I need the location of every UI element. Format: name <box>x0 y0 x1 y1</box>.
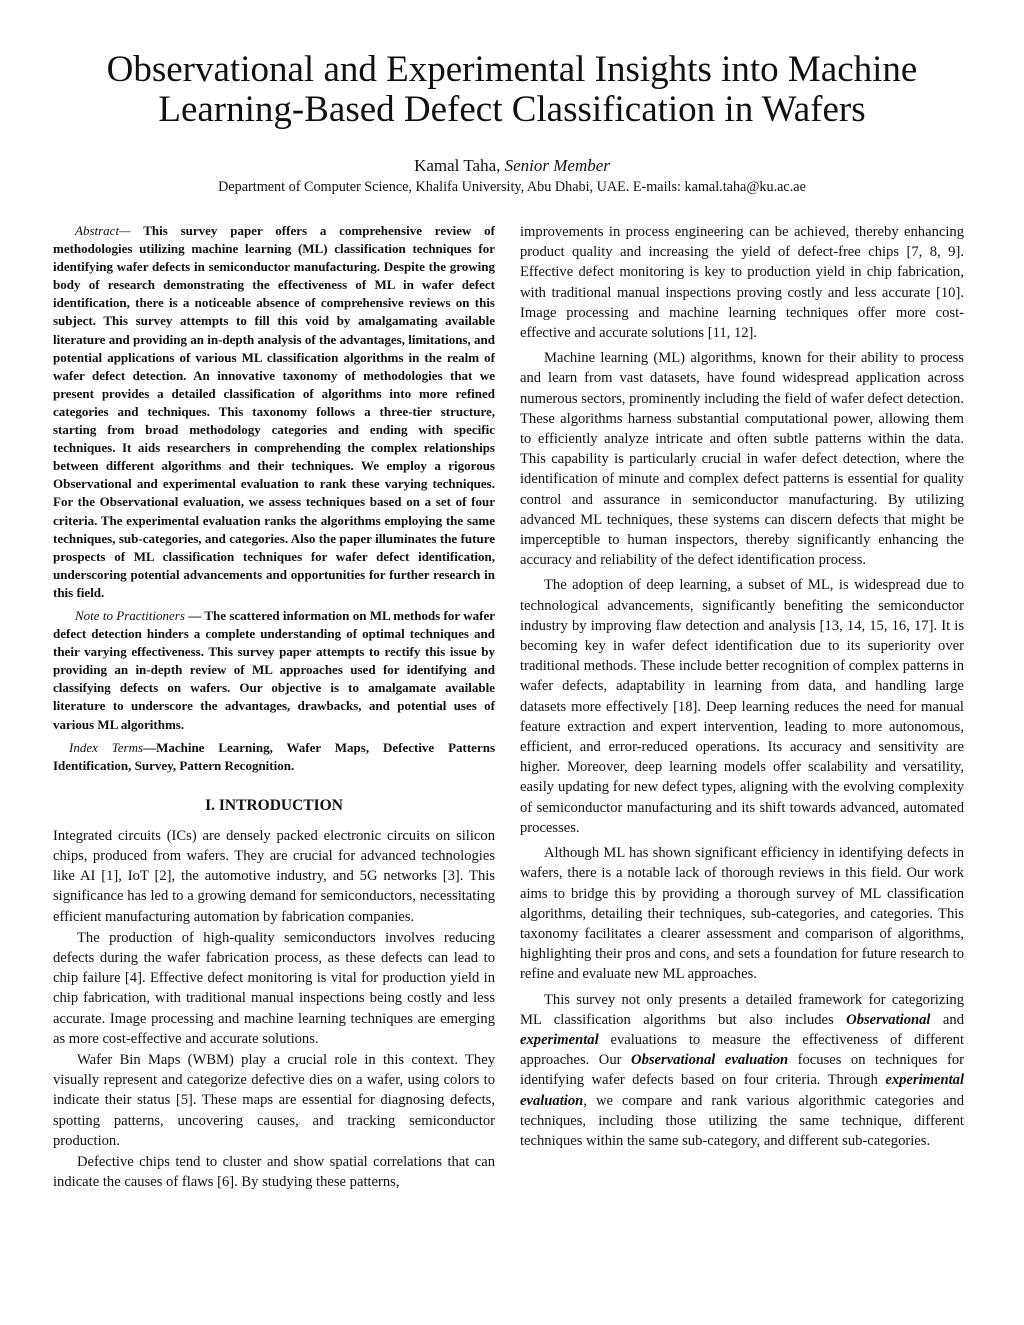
note-lead: Note to Practitioners <box>75 607 185 623</box>
author-line <box>0 156 1024 176</box>
author-affiliation: Department of Computer Science, Khalifa University, Abu Dhabi, UAE. E-mails: kamal.taha@ku.ac.ae <box>218 179 806 195</box>
intro-paragraph-4: Defective chips tend to cluster and show spatial correlations that can indicate the causes of flaws [6]. By studying these patterns, <box>53 1154 495 1191</box>
abstract-text: This survey paper offers a comprehensive review of methodologies utilizing machine learning (ML) classification techniques for identifying wafer defects in semiconductor manufacturing. Despite the growing body of research demonstrating the effectiveness of ML in wafer defect identification, there is a noticeable absence of comprehensive reviews on this subject. This survey attempts to fill this void by amalgamating available literature and providing an in-depth analysis of the advantages, limitations, and potential applications of various ML classification algorithms in the realm of wafer defect detection. An innovative taxonomy of methodologies that we present provides a detailed classification of algorithms into more refined categories and techniques. This taxonomy follows a three-tier structure, starting from broad methodology categories and ending with specific techniques. It aids researchers in comprehending the complex relationships between different algorithms and their techniques. We employ a rigorous Observational and experimental evaluation to rank these varying techniques. For the Observational evaluation, we assess techniques based on a set of four criteria. The experimental evaluation ranks the algorithms employing the same techniques, sub-categories, and categories. Also the paper illuminates the future prospects of ML classification techniques for wafer defect identification, underscoring potential advancements and opportunities for further research in this field. <box>53 223 495 600</box>
contribution-text-a: This survey not only presents a detailed framework for categorizing ML classification algorithms but also includes <box>520 991 964 1028</box>
contribution-term-observational-evaluation: Observational evaluation <box>631 1052 789 1069</box>
index-terms-text: —Machine Learning, Wafer Maps, Defective Patterns Identification, Survey, Pattern Recognition. <box>53 739 495 773</box>
contribution-text-e: evaluations to measure the effectiveness of different approaches. Our <box>520 1031 964 1069</box>
intro-paragraph-contribution <box>520 990 964 1152</box>
contribution-text-i: , we compare and rank various algorithmic categories and techniques, including those utilizing the same technique, different techniques within the same sub-category, and different sub-categories. <box>520 1092 964 1149</box>
intro-paragraph-ml: Machine learning (ML) algorithms, known for their ability to process and learn from vast datasets, have found widespread application across numerous sectors, prominently including the field of wafer defect detection. These algorithms harness substantial computational power, allowing them to efficiently analyze intricate and often subtle patterns within the data. This capability is particularly crucial in wafer defect detection, where the identification of minute and complex defect patterns is essential for quality control and assurance in semiconductor manufacturing. By utilizing advanced ML techniques, these systems can discern defects that might be imperceptible to human inspectors, thereby significantly enhancing the accuracy and reliability of the defect identification process. <box>520 350 964 569</box>
index-terms <box>53 739 495 775</box>
intro-paragraph-3: Wafer Bin Maps (WBM) play a crucial role in this context. They visually represent and categorize defective dies on a wafer, using colors to indicate their status [5]. These maps are essential for diagnosing defects, spotting patterns, uncovering causes, and tracking semiconductor production. <box>53 1052 495 1149</box>
abstract <box>53 222 495 602</box>
intro-paragraph-deep-learning: The adoption of deep learning, a subset of ML, is widespread due to technological advancements, significantly benefiting the semiconductor industry by improving flaw detection and analysis [13, 14, 15, 16, 17]. It is becoming key in wafer defect identification due to its superiority over traditional methods. These include better recognition of complex patterns in wafer defects, adaptability in learning from data, and handling large datasets more effectively [18]. Deep learning reduces the need for manual feature extraction and expert intervention, leading to more autonomous, efficient, and error-reduced operations. Its accuracy and sensitivity are higher. Moreover, deep learning models offer scalability and versatility, easily updating for new defect types, aligning with the evolving complexity of semiconductor manufacturing and its shift towards advanced, automated processes. <box>520 577 964 836</box>
note-text: — The scattered information on ML methods for wafer defect detection hinders a complete understanding of optimal techniques and their varying effectiveness. This survey paper attempts to rectify this issue by providing an in-depth review of ML approaches used for identifying and classifying defects on wafers. Our objective is to amalgamate available literature to underscore the advantages, drawbacks, and potential uses of various ML algorithms. <box>53 607 495 732</box>
left-column <box>53 222 495 1192</box>
author-name: Kamal Taha, <box>414 156 505 175</box>
contribution-term-experimental: experimental <box>520 1031 599 1048</box>
abstract-lead: Abstract— <box>75 223 131 238</box>
contribution-term-experimental-evaluation: experimental evaluation <box>520 1072 964 1109</box>
intro-paragraph-2: The production of high-quality semiconductors involves reducing defects during the wafer fabrication process, as these defects can lead to chip failure [4]. Effective defect monitoring is vital for production yield in chip fabrication, with traditional manual inspections being costly and less accurate. Image processing and machine learning techniques are emerging as more cost-effective and accurate solutions. <box>53 929 495 1047</box>
intro-paragraph-gap: Although ML has shown significant efficiency in identifying defects in wafers, there is a notable lack of thorough reviews in this field. Our work aims to bridge this by providing a thorough survey of ML classification algorithms, detailing their techniques, sub-categories, and categories. This taxonomy facilitates a clearer assessment and comparison of algorithms, highlighting their pros and cons, and sets a foundation for future research to refine and evaluate new ML approaches. <box>520 845 964 983</box>
section-heading-introduction: I. INTRODUCTION <box>205 796 343 814</box>
author-role: Senior Member <box>504 156 610 175</box>
contribution-text-g: focuses on techniques for identifying wafer defects based on four criteria. Through <box>520 1052 964 1089</box>
contribution-text-c: and <box>930 1011 964 1028</box>
paper-title: Observational and Experimental Insights into Machine Learning-Based Defect Classification in Wafers <box>106 49 918 130</box>
note-to-practitioners <box>53 607 495 734</box>
intro-paragraph-4-continued: improvements in process engineering can be achieved, thereby enhancing product quality and increasing the yield of defect-free chips [7, 8, 9]. Effective defect monitoring is key to production yield in chip fabrication, with traditional manual inspections proving costly and less accurate [10]. Image processing and machine learning techniques offer more cost-effective and accurate solutions [11, 12]. <box>520 224 964 342</box>
intro-paragraph-1: Integrated circuits (ICs) are densely packed electronic circuits on silicon chips, produced from wafers. They are crucial for advanced technologies like AI [1], IoT [2], the automotive industry, and 5G networks [3]. This significance has led to a growing demand for semiconductors, necessitating efficient manufacturing automation by fabrication companies. <box>53 827 495 925</box>
right-column <box>520 222 964 1151</box>
index-terms-lead: Index Terms <box>69 739 144 755</box>
contribution-term-observational: Observational <box>846 1011 931 1028</box>
